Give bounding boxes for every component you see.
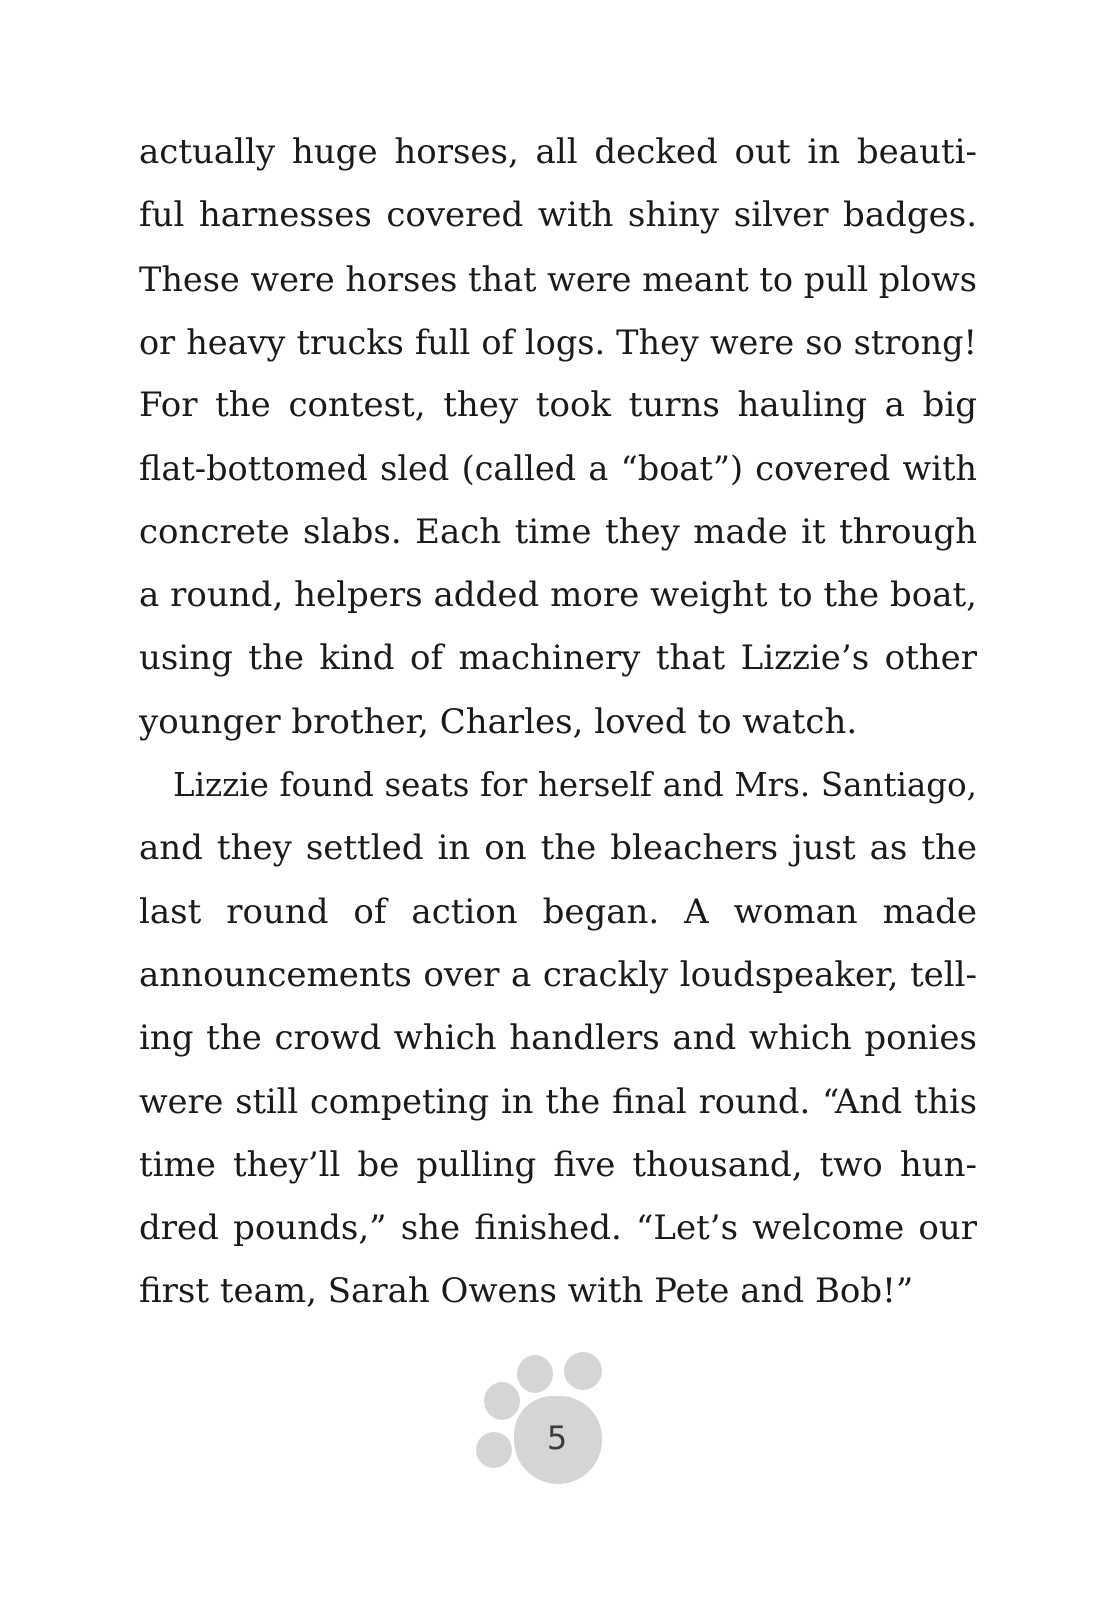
text-line-18: dred pounds,” she finished. “Let’s welcome our [139,1208,977,1249]
text-line-8: a round, helpers added more weight to the boat, [139,575,977,616]
text-line-19: first team, Sarah Owens with Pete and Bob!” [139,1271,914,1312]
text-line-12: and they settled in on the bleachers just as the [139,828,977,869]
text-line-5: For the contest, they took turns hauling a big [139,385,977,426]
text-line-13: last round of action began. A woman made [139,891,977,932]
paw-toe [517,1355,553,1393]
text-line-16: were still competing in the final round. “And this [139,1082,977,1122]
paw-print-icon [474,1352,604,1484]
page-body-text [139,121,977,1324]
text-line-3: These were horses that were meant to pull plows [139,259,977,299]
text-line-2: ful harnesses covered with shiny silver badges. [139,195,977,236]
text-line-6: flat-bottomed sled (called a “boat”) covered with [139,449,977,489]
paw-toe [484,1382,520,1420]
text-line-11: Lizzie found seats for herself and Mrs. Santiago, [173,765,977,804]
text-line-7: concrete slabs. Each time they made it through [139,511,977,552]
text-line-14: announcements over a crackly loudspeaker, tell- [139,954,977,995]
paw-toe [564,1352,602,1390]
text-line-1: actually huge horses, all decked out in beauti- [139,132,977,172]
text-line-15: ing the crowd which handlers and which ponies [139,1018,977,1059]
text-line-9: using the kind of machinery that Lizzie’s other [139,638,977,679]
paw-toe [476,1432,512,1468]
text-line-17: time they’ll be pulling five thousand, two hun- [139,1144,977,1185]
page-number: 5 [546,1419,568,1457]
text-line-4: or heavy trucks full of logs. They were so strong! [139,322,977,362]
text-line-10: younger brother, Charles, loved to watch. [139,701,858,742]
